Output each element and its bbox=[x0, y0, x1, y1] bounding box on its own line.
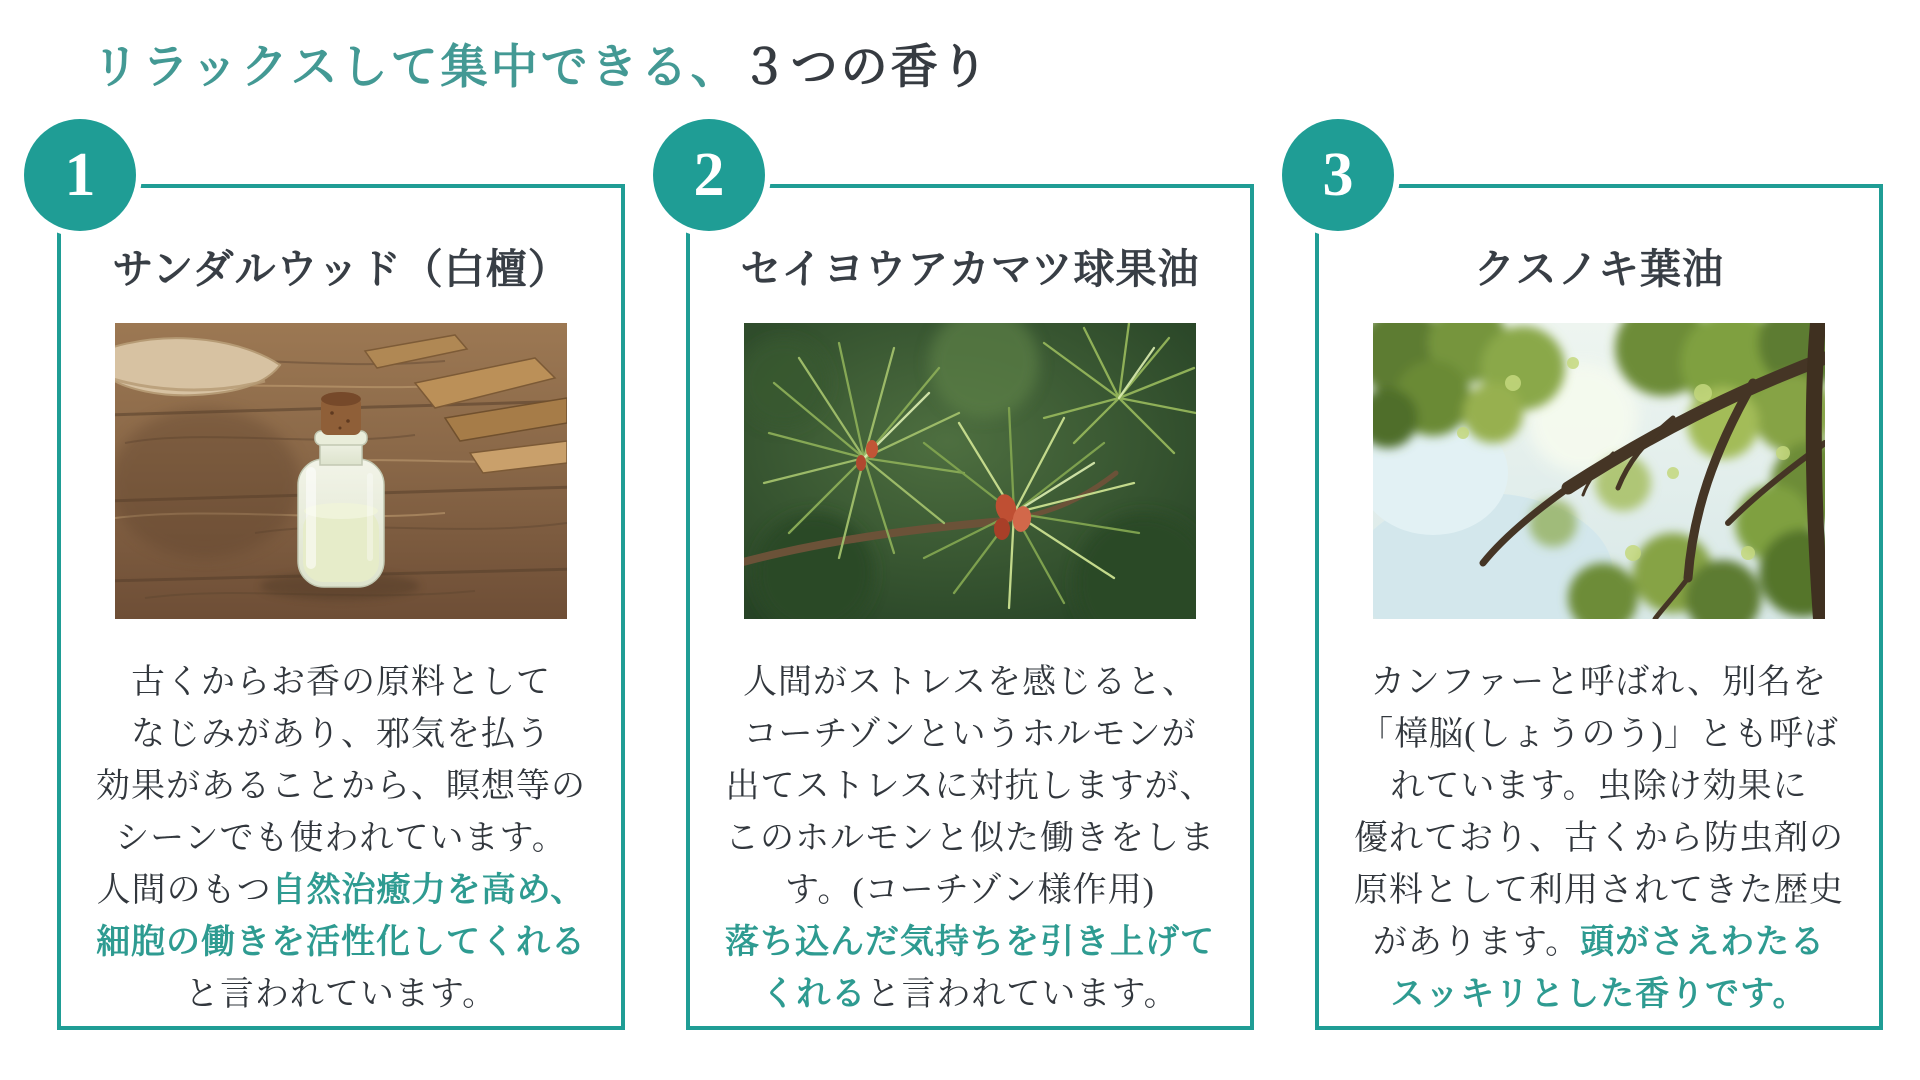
card-title: サンダルウッド（白檀） bbox=[112, 246, 570, 292]
scent-card-camphor bbox=[1315, 141, 1883, 1030]
page-title bbox=[92, 30, 991, 97]
card-number-badge-1 bbox=[24, 119, 136, 231]
sandalwood-photo bbox=[115, 323, 567, 619]
card-number: 2 bbox=[693, 141, 725, 209]
card-number: 3 bbox=[1322, 141, 1354, 209]
card-number-badge-2 bbox=[653, 119, 765, 231]
page-title-teal-part: リラックスして集中できる、 bbox=[92, 42, 741, 94]
camphor-tree-photo bbox=[1373, 323, 1825, 619]
scent-card-sandalwood bbox=[57, 141, 625, 1030]
sandalwood-photo-illustration bbox=[115, 323, 567, 619]
scent-card-scots-pine bbox=[686, 141, 1254, 1030]
card-description: 古くからお香の原料として なじみがあり、邪気を払う 効果があることから、瞑想等の シーンでも使われています。 人間のもつ自然治癒力を高め、 細胞の働きを活性化してくれる と言われています。 bbox=[96, 664, 586, 1013]
scots-pine-photo bbox=[744, 323, 1196, 619]
card-number-badge-3 bbox=[1282, 119, 1394, 231]
card-number: 1 bbox=[64, 141, 96, 209]
card-description: カンファーと呼ばれ、別名を 「樟脳(しょうのう)」とも呼ば れています。虫除け効果に 優れており、古くから防虫剤の 原料として利用されてきた歴史 があります。頭がさえわたる スッキリとした香りです。 bbox=[1354, 664, 1844, 1013]
scots-pine-photo-illustration bbox=[744, 323, 1196, 619]
card-title: クスノキ葉油 bbox=[1474, 246, 1724, 292]
card-title: セイヨウアカマツ球果油 bbox=[740, 246, 1200, 292]
camphor-tree-photo-illustration bbox=[1373, 323, 1825, 619]
page-title-dark-part: ３つの香り bbox=[740, 42, 991, 94]
card-description: 人間がストレスを感じると、 コーチゾンというホルモンが 出てストレスに対抗しますが、 このホルモンと似た働きをしま す。(コーチゾン様作用) 落ち込んだ気持ちを引き上げて くれると言われています。 bbox=[725, 664, 1215, 1013]
